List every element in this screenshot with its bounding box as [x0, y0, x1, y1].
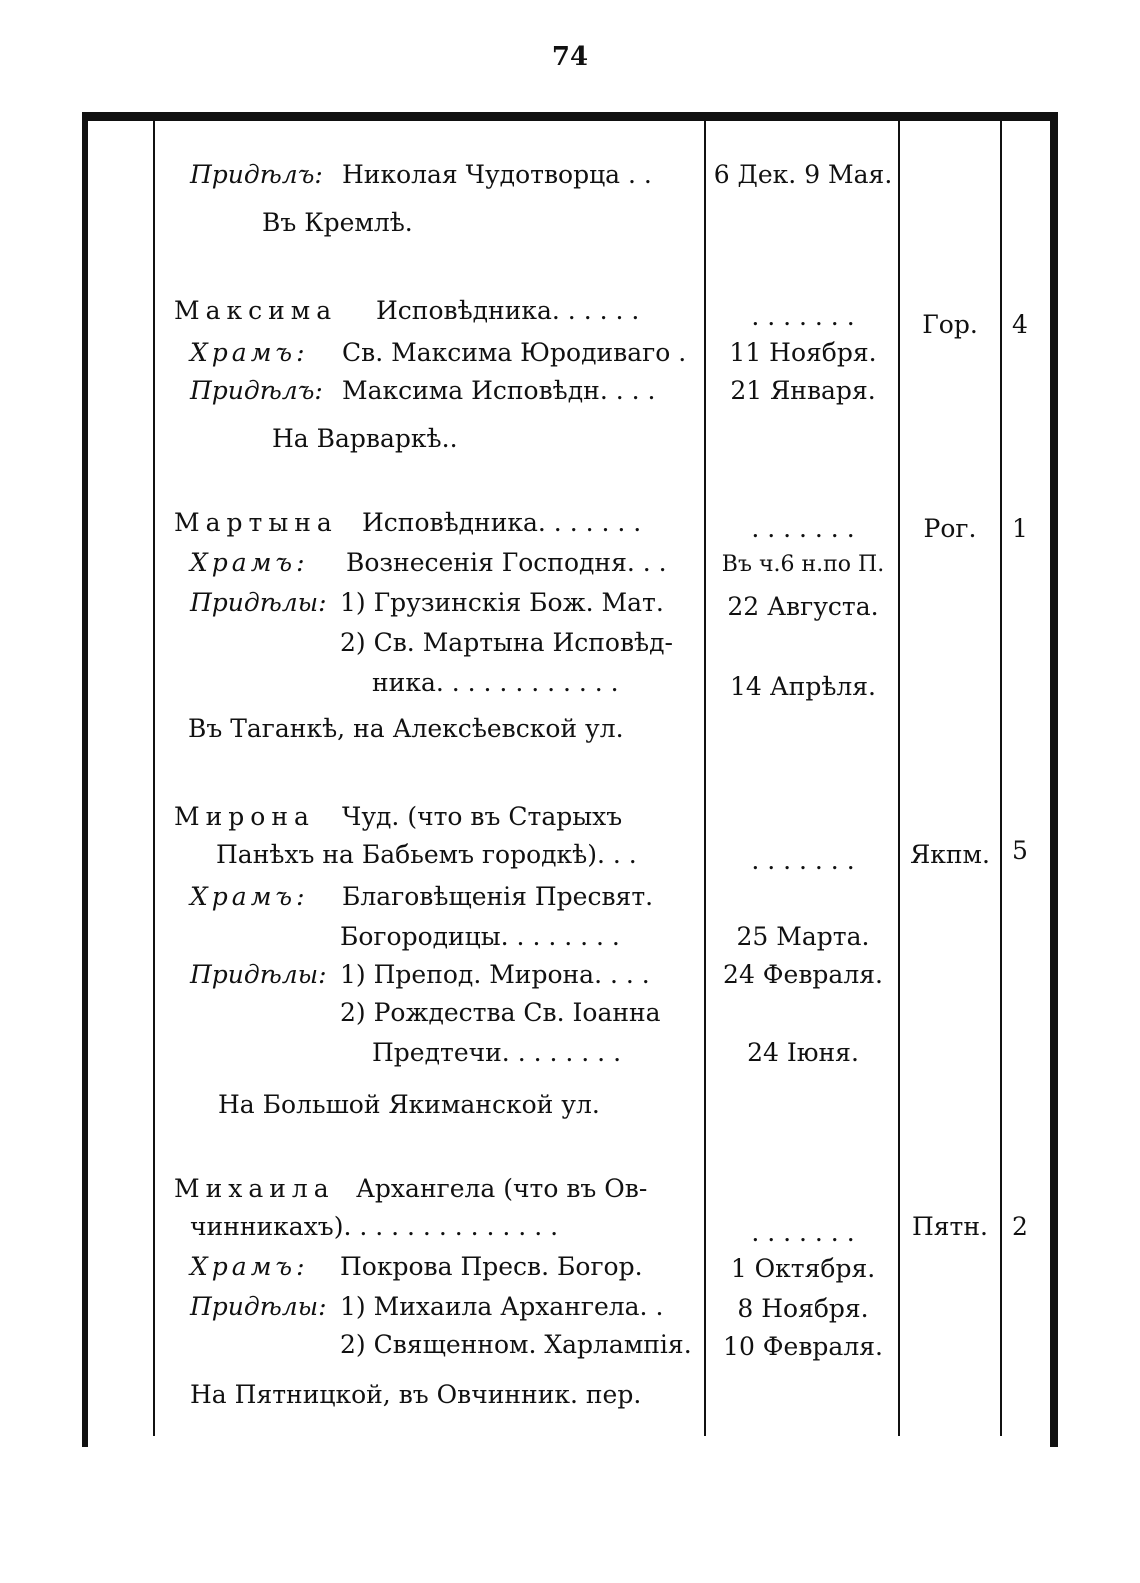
entry-name-rest: Исповѣдника. . . . . . . [362, 508, 642, 537]
entry-location: На Пятницкой, въ Овчинник. пер. [190, 1380, 642, 1409]
entry-date: 21 Января. [730, 376, 876, 405]
entry-date: 24 Іюня. [747, 1038, 859, 1067]
entry-location: На Варваркѣ.. [272, 424, 458, 453]
entry-district: Рог. [923, 514, 977, 543]
column-rule-district [898, 121, 900, 1436]
entry-text: Максима Исповѣдн. . . . [342, 376, 656, 405]
entry-label: Придѣлы: [190, 960, 327, 989]
entry-date-dots: . . . . . . . [751, 302, 855, 331]
entry-number: 1 [1012, 514, 1028, 543]
entry-text: 2) Священном. Харлампія. [340, 1330, 692, 1359]
entry-name-rest: Чуд. (что въ Старыхъ [342, 802, 623, 831]
entry-text: Вознесенія Господня. . . [346, 548, 667, 577]
entry-district: Пятн. [911, 1212, 988, 1241]
entry-text: Николая Чудотворца . . [342, 160, 652, 189]
entry-text: Покрова Пресв. Богор. [340, 1252, 643, 1281]
entry-date: 8 Ноября. [737, 1294, 869, 1323]
entry-label: Храмъ: [190, 882, 309, 911]
page-number: 74 [551, 42, 589, 72]
entry-date: Въ ч.6 н.по П. [721, 552, 885, 577]
entry-date: 14 Апрѣля. [729, 672, 877, 701]
entry-location: Въ Таганкѣ, на Алексѣевской ул. [188, 714, 624, 743]
entry-text: 1) Грузинскія Бож. Мат. [340, 588, 664, 617]
entry-date: 22 Августа. [727, 592, 879, 621]
entry-label: Храмъ: [190, 1252, 309, 1281]
column-rule-number [1000, 121, 1002, 1436]
entry-label: Придѣлъ: [190, 376, 323, 405]
entry-date: 10 Февраля. [723, 1332, 883, 1361]
entry-location: Въ Кремлѣ. [262, 208, 413, 237]
entry-number: 5 [1012, 836, 1028, 865]
entry-date-dots: . . . . . . . [751, 1218, 855, 1247]
entry-district: Гор. [922, 310, 978, 339]
entry-name-rest: Архангела (что въ Ов- [356, 1174, 648, 1203]
column-rule-left [153, 121, 155, 1436]
entry-text: Св. Максима Юродиваго . [342, 338, 687, 367]
entry-date: 1 Октября. [730, 1254, 876, 1283]
entry-text: 2) Рождества Св. Іоанна [340, 998, 661, 1027]
entry-name: Мирона [174, 802, 315, 831]
entry-date: 6 Дек. 9 Мая. [713, 160, 893, 189]
column-rule-date [704, 121, 706, 1436]
entry-name: Михаила [174, 1174, 335, 1203]
entry-date: 25 Марта. [736, 922, 870, 951]
entry-date: 11 Ноября. [729, 338, 877, 367]
entry-label: Храмъ: [190, 548, 309, 577]
entry-label: Придѣлы: [190, 1292, 327, 1321]
entry-name-line2: чинникахъ). . . . . . . . . . . . . . [190, 1212, 559, 1241]
entry-location: На Большой Якиманской ул. [218, 1090, 600, 1119]
entry-text: Благовѣщенія Пресвят. [342, 882, 654, 911]
entry-number: 2 [1012, 1212, 1028, 1241]
entry-text: Богородицы. . . . . . . . [340, 922, 620, 951]
entry-date-dots: . . . . . . . [751, 514, 855, 543]
entry-text: 1) Препод. Мирона. . . . [340, 960, 650, 989]
entry-label: Храмъ: [190, 338, 309, 367]
entry-label: Придѣлы: [190, 588, 327, 617]
entry-text: 2) Св. Мартына Исповѣд- [340, 628, 673, 657]
entry-name: Мартына [174, 508, 338, 537]
entry-label: Придѣлъ: [190, 160, 323, 189]
entry-text: 1) Михаила Архангела. . [340, 1292, 664, 1321]
entry-text: Предтечи. . . . . . . . [372, 1038, 622, 1067]
entry-name-line2: Панѣхъ на Бабьемъ городкѣ). . . [216, 840, 637, 869]
entry-district: Якпм. [910, 840, 990, 869]
entry-number: 4 [1012, 310, 1028, 339]
entry-date: 24 Февраля. [723, 960, 883, 989]
entry-name: Максима [174, 296, 338, 325]
entry-name-rest: Исповѣдника. . . . . . [376, 296, 640, 325]
entry-text: ника. . . . . . . . . . . . [372, 668, 619, 697]
entry-date-dots: . . . . . . . [751, 846, 855, 875]
